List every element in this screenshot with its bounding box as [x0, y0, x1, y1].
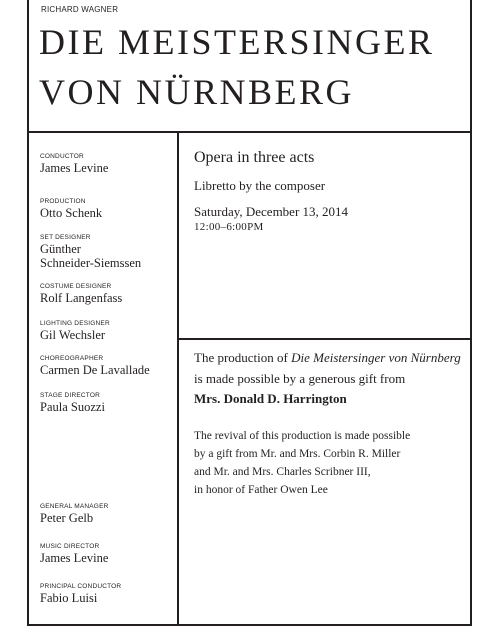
credit-production	[40, 197, 102, 220]
opera-subtitle: Opera in three acts	[194, 149, 315, 166]
credit-music-director	[40, 542, 108, 565]
credit-choreographer	[40, 354, 150, 377]
credit-name: Gil Wechsler	[40, 328, 106, 342]
credit-name: Günther	[40, 242, 81, 256]
credit-name: Carmen De Lavallade	[40, 363, 150, 377]
credit-role: CONDUCTOR	[40, 153, 84, 160]
credit-lighting-designer	[40, 319, 110, 342]
credit-costume-designer	[40, 282, 122, 305]
credit-stage-director	[40, 391, 105, 414]
credit-role: PRINCIPAL CONDUCTOR	[40, 583, 122, 590]
sponsor-line-1	[194, 350, 461, 366]
composer-name: RICHARD WAGNER	[41, 5, 119, 14]
revival-line: by a gift from Mr. and Mrs. Corbin R. Miller	[194, 448, 401, 460]
credit-role: COSTUME DESIGNER	[40, 283, 112, 290]
credit-conductor	[40, 152, 108, 175]
credits-column	[29, 133, 179, 624]
credit-name: Rolf Langenfass	[40, 291, 123, 305]
credit-name: Otto Schenk	[40, 206, 103, 220]
credit-role: GENERAL MANAGER	[40, 503, 109, 510]
credit-role: MUSIC DIRECTOR	[40, 543, 100, 550]
credit-principal-conductor	[40, 582, 121, 605]
revival-line: The revival of this production is made possible	[194, 430, 411, 442]
libretto-note: Libretto by the composer	[194, 178, 326, 193]
credit-name: James Levine	[40, 161, 109, 175]
sponsor-section	[179, 340, 470, 624]
credit-name: Peter Gelb	[40, 511, 94, 525]
sponsor-line-2: is made possible by a generous gift from	[194, 371, 406, 386]
credit-role: LIGHTING DESIGNER	[40, 320, 110, 327]
opera-title-line-2: VON NÜRNBERG	[39, 72, 355, 112]
credit-set-designer	[40, 233, 141, 270]
sponsor-donor	[194, 391, 347, 407]
credit-role: PRODUCTION	[40, 198, 86, 205]
credit-name: Paula Suozzi	[40, 400, 105, 414]
donor-name: Mrs. Donald D. Harrington	[194, 391, 347, 406]
credit-role: SET DESIGNER	[40, 234, 91, 241]
credit-role: STAGE DIRECTOR	[40, 392, 100, 399]
credit-name: James Levine	[40, 551, 109, 565]
performance-time: 12:00–6:00PM	[194, 221, 264, 233]
credit-general-manager	[40, 502, 109, 525]
sponsor-line-1-prefix: The production of	[194, 350, 292, 365]
program-page	[27, 0, 472, 626]
performance-info	[179, 133, 470, 340]
production-title-italic: Die Meistersinger von Nürnberg	[291, 350, 461, 365]
credit-name: Fabio Luisi	[40, 591, 98, 605]
revival-line: and Mr. and Mrs. Charles Scribner III,	[194, 466, 371, 478]
opera-title-line-1: DIE MEISTERSINGER	[39, 22, 435, 62]
program-header	[29, 0, 470, 133]
performance-date: Saturday, December 13, 2014	[194, 204, 349, 219]
credit-role: CHOREOGRAPHER	[40, 355, 104, 362]
revival-line: in honor of Father Owen Lee	[194, 484, 328, 496]
credit-name-continued: Schneider-Siemssen	[40, 256, 142, 270]
